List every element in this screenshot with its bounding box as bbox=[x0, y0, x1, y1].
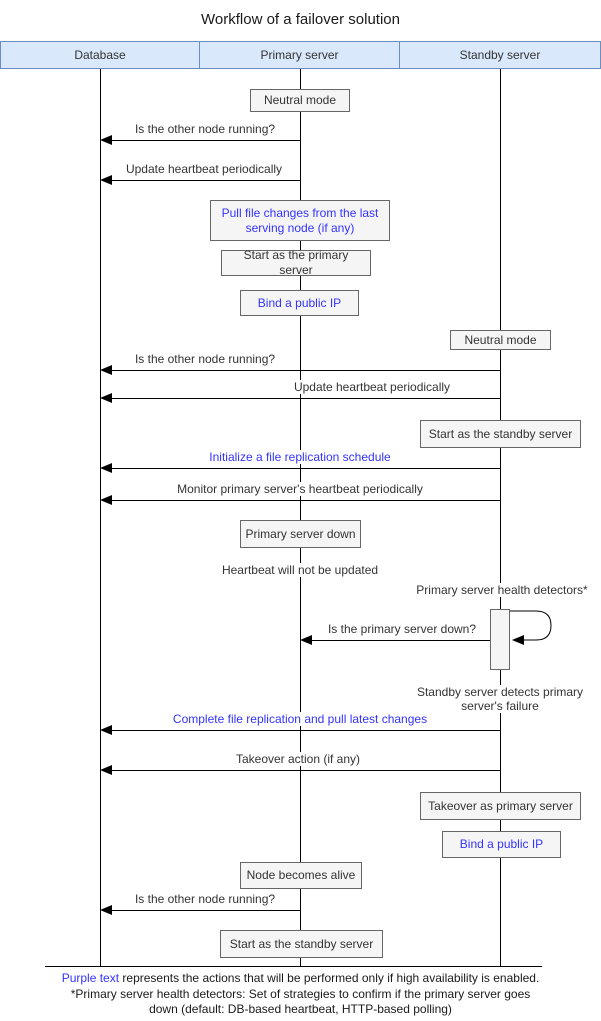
arrowhead-icon bbox=[100, 725, 112, 735]
arrowhead-icon bbox=[100, 495, 112, 505]
message-line bbox=[112, 770, 500, 771]
lifeline-database bbox=[100, 69, 101, 967]
message-label-update-heartbeat-2: Update heartbeat periodically bbox=[291, 380, 453, 394]
message-label-is-primary-down: Is the primary server down? bbox=[325, 622, 479, 636]
footer-note bbox=[0, 971, 601, 1018]
diagram-bottom-line bbox=[45, 966, 542, 967]
message-label-complete-replication: Complete file replication and pull latest changes bbox=[170, 712, 430, 726]
message-line bbox=[112, 398, 500, 399]
participant-header-primary-server: Primary server bbox=[200, 41, 400, 69]
note-standby-detects-failure: Standby server detects primary server's failure bbox=[406, 685, 595, 713]
message-label-update-heartbeat-1: Update heartbeat periodically bbox=[123, 162, 285, 176]
note-heartbeat-not-updated: Heartbeat will not be updated bbox=[221, 563, 379, 577]
message-label-is-other-node-running-3: Is the other node running? bbox=[132, 892, 278, 906]
activity-box-start-as-standby: Start as the standby server bbox=[420, 420, 581, 448]
activity-box-start-as-standby-bottom: Start as the standby server bbox=[220, 930, 383, 958]
activity-box-bind-public-ip-primary: Bind a public IP bbox=[240, 290, 359, 316]
footer-purple-text: Purple text bbox=[61, 971, 120, 985]
arrowhead-icon bbox=[100, 765, 112, 775]
message-line bbox=[112, 468, 500, 469]
footer-line-3: down (default: DB-based heartbeat, HTTP-based polling) bbox=[149, 1002, 452, 1016]
message-line bbox=[112, 730, 500, 731]
footer-line-1 bbox=[0, 971, 601, 987]
activity-box-primary-server-down: Primary server down bbox=[240, 520, 361, 548]
activity-box-takeover-as-primary: Takeover as primary server bbox=[420, 792, 581, 820]
message-line bbox=[112, 140, 300, 141]
participant-header-standby-server: Standby server bbox=[400, 41, 601, 69]
activity-box-start-as-primary: Start as the primary server bbox=[221, 250, 371, 276]
arrowhead-icon bbox=[100, 365, 112, 375]
activity-box-neutral-mode-primary: Neutral mode bbox=[250, 89, 350, 112]
message-label-is-other-node-running-2: Is the other node running? bbox=[132, 352, 278, 366]
arrowhead-icon bbox=[100, 135, 112, 145]
footer-line-2: *Primary server health detectors: Set of strategies to confirm if the primary server goes bbox=[70, 986, 531, 1001]
message-label-initialize-replication: Initialize a file replication schedule bbox=[206, 450, 393, 464]
self-loop-arrow bbox=[509, 604, 559, 649]
activity-box-pull-file-changes: Pull file changes from the last serving node (if any) bbox=[210, 200, 390, 241]
diagram-title: Workflow of a failover solution bbox=[201, 11, 400, 28]
message-line bbox=[112, 180, 300, 181]
message-label-monitor-heartbeat: Monitor primary server's heartbeat periodically bbox=[174, 482, 426, 496]
arrowhead-icon bbox=[100, 463, 112, 473]
message-line bbox=[112, 910, 300, 911]
message-line bbox=[112, 370, 500, 371]
participant-header-database: Database bbox=[0, 41, 200, 69]
note-health-detectors: Primary server health detectors* bbox=[416, 583, 588, 597]
arrowhead-icon bbox=[100, 175, 112, 185]
arrowhead-icon bbox=[100, 393, 112, 403]
activity-box-node-becomes-alive: Node becomes alive bbox=[240, 862, 362, 889]
message-label-takeover-action: Takeover action (if any) bbox=[233, 752, 363, 766]
message-line bbox=[312, 640, 490, 641]
activity-box-bind-public-ip-standby: Bind a public IP bbox=[442, 831, 561, 858]
participant-header-row bbox=[0, 41, 601, 69]
activation-bar bbox=[490, 609, 510, 670]
message-label-is-other-node-running-1: Is the other node running? bbox=[132, 122, 278, 136]
footer-line-1-rest: represents the actions that will be performed only if high availability is enabled. bbox=[119, 971, 540, 985]
message-line bbox=[112, 500, 500, 501]
arrowhead-icon bbox=[100, 905, 112, 915]
activity-box-neutral-mode-standby: Neutral mode bbox=[450, 330, 551, 350]
arrowhead-icon bbox=[300, 635, 312, 645]
